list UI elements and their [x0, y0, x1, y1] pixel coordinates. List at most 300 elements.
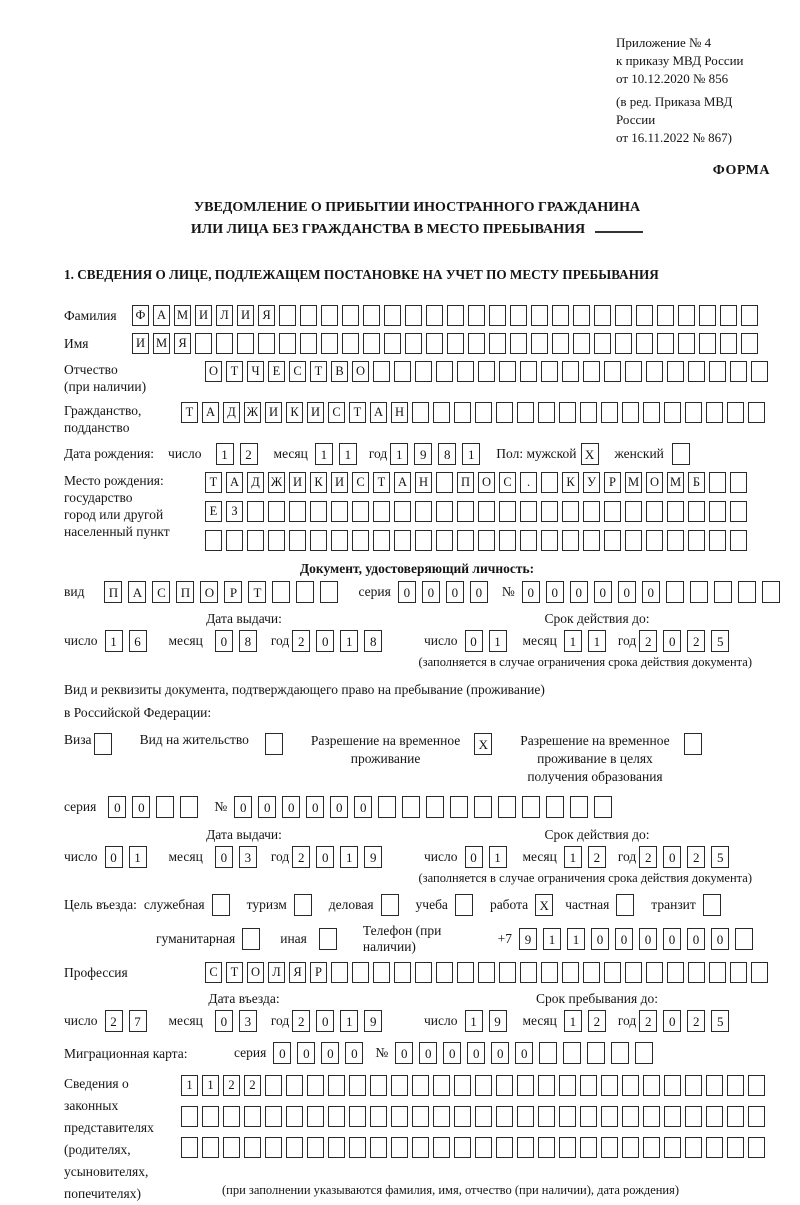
- char-cell[interactable]: X: [474, 733, 492, 755]
- char-cell[interactable]: [328, 1075, 345, 1096]
- char-cell[interactable]: 8: [438, 443, 456, 465]
- char-cell[interactable]: 5: [711, 846, 729, 868]
- char-cell[interactable]: [601, 402, 618, 423]
- char-cell[interactable]: [457, 361, 474, 382]
- char-cell[interactable]: 1: [489, 630, 507, 652]
- char-cell[interactable]: [499, 530, 516, 551]
- char-cell[interactable]: А: [226, 472, 243, 493]
- char-cell[interactable]: [321, 305, 338, 326]
- char-cell[interactable]: [426, 796, 444, 818]
- char-cell[interactable]: К: [286, 402, 303, 423]
- char-cell[interactable]: М: [153, 333, 170, 354]
- char-cell[interactable]: [307, 1106, 324, 1127]
- char-cell[interactable]: [286, 1075, 303, 1096]
- char-cell[interactable]: Е: [205, 501, 222, 522]
- char-cell[interactable]: Л: [268, 962, 285, 983]
- char-cell[interactable]: Т: [373, 472, 390, 493]
- char-cell[interactable]: 3: [239, 846, 257, 868]
- char-cell[interactable]: [300, 333, 317, 354]
- char-cell[interactable]: [310, 530, 327, 551]
- char-cell[interactable]: Я: [258, 305, 275, 326]
- char-cell[interactable]: 2: [687, 630, 705, 652]
- char-cell[interactable]: [156, 796, 174, 818]
- char-cell[interactable]: С: [352, 472, 369, 493]
- char-cell[interactable]: [573, 305, 590, 326]
- char-cell[interactable]: [559, 402, 576, 423]
- char-cell[interactable]: Р: [224, 581, 242, 603]
- char-cell[interactable]: [237, 333, 254, 354]
- char-cell[interactable]: 8: [239, 630, 257, 652]
- char-cell[interactable]: [562, 361, 579, 382]
- char-cell[interactable]: [541, 530, 558, 551]
- char-cell[interactable]: [223, 1137, 240, 1158]
- char-cell[interactable]: [604, 962, 621, 983]
- char-cell[interactable]: [320, 581, 338, 603]
- char-cell[interactable]: 2: [292, 846, 310, 868]
- char-cell[interactable]: [748, 1075, 765, 1096]
- char-cell[interactable]: [475, 1075, 492, 1096]
- char-cell[interactable]: [352, 530, 369, 551]
- char-cell[interactable]: [688, 530, 705, 551]
- char-cell[interactable]: [363, 333, 380, 354]
- char-cell[interactable]: 0: [639, 928, 657, 950]
- char-cell[interactable]: [520, 501, 537, 522]
- char-cell[interactable]: А: [153, 305, 170, 326]
- char-cell[interactable]: [685, 1075, 702, 1096]
- char-cell[interactable]: [580, 1075, 597, 1096]
- char-cell[interactable]: [664, 1106, 681, 1127]
- char-cell[interactable]: [678, 305, 695, 326]
- char-cell[interactable]: [202, 1137, 219, 1158]
- char-cell[interactable]: Н: [415, 472, 432, 493]
- char-cell[interactable]: [349, 1106, 366, 1127]
- char-cell[interactable]: 0: [395, 1042, 413, 1064]
- char-cell[interactable]: [457, 501, 474, 522]
- char-cell[interactable]: З: [226, 501, 243, 522]
- char-cell[interactable]: [468, 305, 485, 326]
- char-cell[interactable]: 0: [615, 928, 633, 950]
- char-cell[interactable]: [636, 305, 653, 326]
- char-cell[interactable]: [216, 333, 233, 354]
- char-cell[interactable]: 0: [105, 846, 123, 868]
- char-cell[interactable]: [510, 333, 527, 354]
- char-cell[interactable]: [244, 1106, 261, 1127]
- char-cell[interactable]: [342, 333, 359, 354]
- char-cell[interactable]: К: [562, 472, 579, 493]
- char-cell[interactable]: [664, 1137, 681, 1158]
- char-cell[interactable]: 0: [515, 1042, 533, 1064]
- char-cell[interactable]: О: [352, 361, 369, 382]
- char-cell[interactable]: 9: [364, 846, 382, 868]
- char-cell[interactable]: [541, 361, 558, 382]
- char-cell[interactable]: 1: [567, 928, 585, 950]
- char-cell[interactable]: [709, 530, 726, 551]
- char-cell[interactable]: Ч: [247, 361, 264, 382]
- char-cell[interactable]: 0: [316, 1010, 334, 1032]
- char-cell[interactable]: [455, 894, 473, 916]
- char-cell[interactable]: 0: [419, 1042, 437, 1064]
- char-cell[interactable]: П: [457, 472, 474, 493]
- char-cell[interactable]: 2: [639, 846, 657, 868]
- char-cell[interactable]: [601, 1106, 618, 1127]
- char-cell[interactable]: [583, 501, 600, 522]
- char-cell[interactable]: [601, 1137, 618, 1158]
- char-cell[interactable]: 0: [330, 796, 348, 818]
- char-cell[interactable]: [394, 501, 411, 522]
- char-cell[interactable]: [415, 501, 432, 522]
- char-cell[interactable]: [730, 530, 747, 551]
- char-cell[interactable]: 0: [663, 928, 681, 950]
- char-cell[interactable]: [457, 962, 474, 983]
- char-cell[interactable]: [706, 1106, 723, 1127]
- char-cell[interactable]: Ж: [268, 472, 285, 493]
- char-cell[interactable]: [615, 305, 632, 326]
- char-cell[interactable]: [205, 530, 222, 551]
- char-cell[interactable]: [539, 1042, 557, 1064]
- char-cell[interactable]: Р: [604, 472, 621, 493]
- char-cell[interactable]: 0: [570, 581, 588, 603]
- char-cell[interactable]: С: [152, 581, 170, 603]
- char-cell[interactable]: 1: [315, 443, 333, 465]
- char-cell[interactable]: [625, 501, 642, 522]
- char-cell[interactable]: 2: [105, 1010, 123, 1032]
- char-cell[interactable]: [730, 361, 747, 382]
- char-cell[interactable]: И: [265, 402, 282, 423]
- char-cell[interactable]: [580, 1106, 597, 1127]
- char-cell[interactable]: И: [132, 333, 149, 354]
- char-cell[interactable]: [748, 1137, 765, 1158]
- char-cell[interactable]: [643, 1137, 660, 1158]
- char-cell[interactable]: [520, 962, 537, 983]
- char-cell[interactable]: [573, 333, 590, 354]
- char-cell[interactable]: 2: [687, 1010, 705, 1032]
- char-cell[interactable]: [559, 1137, 576, 1158]
- char-cell[interactable]: 1: [181, 1075, 198, 1096]
- char-cell[interactable]: 3: [239, 1010, 257, 1032]
- char-cell[interactable]: [478, 361, 495, 382]
- char-cell[interactable]: 0: [467, 1042, 485, 1064]
- char-cell[interactable]: [496, 402, 513, 423]
- char-cell[interactable]: Т: [226, 962, 243, 983]
- char-cell[interactable]: П: [176, 581, 194, 603]
- char-cell[interactable]: [510, 305, 527, 326]
- char-cell[interactable]: 2: [687, 846, 705, 868]
- char-cell[interactable]: [735, 928, 753, 950]
- char-cell[interactable]: 0: [642, 581, 660, 603]
- char-cell[interactable]: 0: [663, 1010, 681, 1032]
- char-cell[interactable]: [242, 928, 260, 950]
- char-cell[interactable]: [699, 305, 716, 326]
- char-cell[interactable]: [402, 796, 420, 818]
- char-cell[interactable]: [415, 361, 432, 382]
- char-cell[interactable]: [180, 796, 198, 818]
- char-cell[interactable]: [604, 361, 621, 382]
- char-cell[interactable]: Д: [247, 472, 264, 493]
- char-cell[interactable]: 0: [215, 1010, 233, 1032]
- char-cell[interactable]: И: [331, 472, 348, 493]
- char-cell[interactable]: П: [104, 581, 122, 603]
- char-cell[interactable]: [646, 501, 663, 522]
- char-cell[interactable]: [363, 305, 380, 326]
- char-cell[interactable]: [685, 1137, 702, 1158]
- char-cell[interactable]: [538, 1106, 555, 1127]
- char-cell[interactable]: [433, 402, 450, 423]
- char-cell[interactable]: [265, 733, 283, 755]
- char-cell[interactable]: [751, 361, 768, 382]
- char-cell[interactable]: [685, 1106, 702, 1127]
- char-cell[interactable]: М: [667, 472, 684, 493]
- char-cell[interactable]: [622, 402, 639, 423]
- char-cell[interactable]: Я: [174, 333, 191, 354]
- char-cell[interactable]: 2: [588, 1010, 606, 1032]
- char-cell[interactable]: И: [237, 305, 254, 326]
- char-cell[interactable]: [415, 962, 432, 983]
- char-cell[interactable]: [436, 501, 453, 522]
- char-cell[interactable]: 0: [282, 796, 300, 818]
- char-cell[interactable]: Д: [223, 402, 240, 423]
- char-cell[interactable]: [384, 333, 401, 354]
- char-cell[interactable]: [286, 1137, 303, 1158]
- char-cell[interactable]: [436, 962, 453, 983]
- char-cell[interactable]: [688, 361, 705, 382]
- char-cell[interactable]: [289, 501, 306, 522]
- char-cell[interactable]: [265, 1106, 282, 1127]
- char-cell[interactable]: [433, 1075, 450, 1096]
- char-cell[interactable]: [625, 530, 642, 551]
- char-cell[interactable]: 1: [129, 846, 147, 868]
- char-cell[interactable]: [384, 305, 401, 326]
- char-cell[interactable]: [622, 1137, 639, 1158]
- char-cell[interactable]: [412, 1075, 429, 1096]
- char-cell[interactable]: 0: [297, 1042, 315, 1064]
- char-cell[interactable]: 9: [364, 1010, 382, 1032]
- char-cell[interactable]: [296, 581, 314, 603]
- char-cell[interactable]: [709, 361, 726, 382]
- char-cell[interactable]: [688, 962, 705, 983]
- char-cell[interactable]: [646, 962, 663, 983]
- char-cell[interactable]: [307, 1075, 324, 1096]
- char-cell[interactable]: [667, 530, 684, 551]
- char-cell[interactable]: [391, 1075, 408, 1096]
- char-cell[interactable]: [226, 530, 243, 551]
- char-cell[interactable]: [475, 402, 492, 423]
- char-cell[interactable]: [223, 1106, 240, 1127]
- char-cell[interactable]: [331, 530, 348, 551]
- char-cell[interactable]: [447, 333, 464, 354]
- char-cell[interactable]: [268, 501, 285, 522]
- char-cell[interactable]: [714, 581, 732, 603]
- char-cell[interactable]: 1: [105, 630, 123, 652]
- char-cell[interactable]: [748, 402, 765, 423]
- char-cell[interactable]: Т: [349, 402, 366, 423]
- char-cell[interactable]: 2: [292, 1010, 310, 1032]
- char-cell[interactable]: [489, 333, 506, 354]
- char-cell[interactable]: О: [200, 581, 218, 603]
- char-cell[interactable]: 0: [443, 1042, 461, 1064]
- char-cell[interactable]: 0: [306, 796, 324, 818]
- char-cell[interactable]: [499, 361, 516, 382]
- char-cell[interactable]: [489, 305, 506, 326]
- char-cell[interactable]: 9: [519, 928, 537, 950]
- char-cell[interactable]: [636, 333, 653, 354]
- char-cell[interactable]: 0: [108, 796, 126, 818]
- char-cell[interactable]: [727, 402, 744, 423]
- char-cell[interactable]: [447, 305, 464, 326]
- char-cell[interactable]: [604, 530, 621, 551]
- char-cell[interactable]: [552, 305, 569, 326]
- char-cell[interactable]: X: [535, 894, 553, 916]
- char-cell[interactable]: 1: [340, 630, 358, 652]
- char-cell[interactable]: 1: [340, 846, 358, 868]
- char-cell[interactable]: 9: [489, 1010, 507, 1032]
- char-cell[interactable]: [622, 1106, 639, 1127]
- char-cell[interactable]: [531, 333, 548, 354]
- char-cell[interactable]: [352, 501, 369, 522]
- char-cell[interactable]: [562, 962, 579, 983]
- char-cell[interactable]: 1: [543, 928, 561, 950]
- char-cell[interactable]: 0: [258, 796, 276, 818]
- char-cell[interactable]: [706, 402, 723, 423]
- char-cell[interactable]: 0: [398, 581, 416, 603]
- char-cell[interactable]: [468, 333, 485, 354]
- char-cell[interactable]: [583, 530, 600, 551]
- char-cell[interactable]: 2: [240, 443, 258, 465]
- char-cell[interactable]: 1: [489, 846, 507, 868]
- char-cell[interactable]: 1: [339, 443, 357, 465]
- char-cell[interactable]: [247, 501, 264, 522]
- char-cell[interactable]: [244, 1137, 261, 1158]
- char-cell[interactable]: [625, 962, 642, 983]
- char-cell[interactable]: [583, 361, 600, 382]
- char-cell[interactable]: [611, 1042, 629, 1064]
- char-cell[interactable]: [433, 1137, 450, 1158]
- char-cell[interactable]: М: [625, 472, 642, 493]
- char-cell[interactable]: Н: [391, 402, 408, 423]
- char-cell[interactable]: С: [328, 402, 345, 423]
- char-cell[interactable]: [370, 1106, 387, 1127]
- char-cell[interactable]: А: [202, 402, 219, 423]
- char-cell[interactable]: [331, 501, 348, 522]
- char-cell[interactable]: [562, 530, 579, 551]
- char-cell[interactable]: [475, 1137, 492, 1158]
- char-cell[interactable]: 0: [546, 581, 564, 603]
- char-cell[interactable]: [436, 530, 453, 551]
- char-cell[interactable]: [706, 1137, 723, 1158]
- char-cell[interactable]: [559, 1106, 576, 1127]
- char-cell[interactable]: [412, 1106, 429, 1127]
- char-cell[interactable]: А: [394, 472, 411, 493]
- char-cell[interactable]: [664, 402, 681, 423]
- char-cell[interactable]: [286, 1106, 303, 1127]
- char-cell[interactable]: [433, 1106, 450, 1127]
- char-cell[interactable]: [370, 1137, 387, 1158]
- char-cell[interactable]: 0: [470, 581, 488, 603]
- char-cell[interactable]: [517, 1106, 534, 1127]
- char-cell[interactable]: [307, 1137, 324, 1158]
- char-cell[interactable]: [646, 530, 663, 551]
- char-cell[interactable]: 0: [354, 796, 372, 818]
- char-cell[interactable]: С: [499, 472, 516, 493]
- char-cell[interactable]: [520, 361, 537, 382]
- char-cell[interactable]: [412, 402, 429, 423]
- char-cell[interactable]: [601, 1075, 618, 1096]
- char-cell[interactable]: [730, 501, 747, 522]
- char-cell[interactable]: [594, 333, 611, 354]
- char-cell[interactable]: [268, 530, 285, 551]
- char-cell[interactable]: [436, 361, 453, 382]
- char-cell[interactable]: [643, 1106, 660, 1127]
- char-cell[interactable]: [378, 796, 396, 818]
- char-cell[interactable]: [94, 733, 112, 755]
- char-cell[interactable]: [643, 1075, 660, 1096]
- char-cell[interactable]: [738, 581, 756, 603]
- char-cell[interactable]: 0: [215, 630, 233, 652]
- char-cell[interactable]: 1: [564, 1010, 582, 1032]
- char-cell[interactable]: Т: [310, 361, 327, 382]
- char-cell[interactable]: [583, 962, 600, 983]
- char-cell[interactable]: 0: [687, 928, 705, 950]
- char-cell[interactable]: [373, 530, 390, 551]
- char-cell[interactable]: [688, 501, 705, 522]
- char-cell[interactable]: Ж: [244, 402, 261, 423]
- char-cell[interactable]: [625, 361, 642, 382]
- char-cell[interactable]: [496, 1137, 513, 1158]
- char-cell[interactable]: 1: [462, 443, 480, 465]
- char-cell[interactable]: 0: [663, 630, 681, 652]
- char-cell[interactable]: 0: [663, 846, 681, 868]
- char-cell[interactable]: 0: [273, 1042, 291, 1064]
- char-cell[interactable]: [474, 796, 492, 818]
- char-cell[interactable]: [454, 402, 471, 423]
- char-cell[interactable]: [720, 333, 737, 354]
- char-cell[interactable]: 0: [321, 1042, 339, 1064]
- char-cell[interactable]: [436, 472, 453, 493]
- char-cell[interactable]: [520, 530, 537, 551]
- char-cell[interactable]: О: [205, 361, 222, 382]
- char-cell[interactable]: [730, 962, 747, 983]
- char-cell[interactable]: [635, 1042, 653, 1064]
- char-cell[interactable]: [394, 530, 411, 551]
- char-cell[interactable]: [748, 1106, 765, 1127]
- char-cell[interactable]: Т: [181, 402, 198, 423]
- char-cell[interactable]: [349, 1137, 366, 1158]
- char-cell[interactable]: [310, 501, 327, 522]
- char-cell[interactable]: [202, 1106, 219, 1127]
- char-cell[interactable]: [684, 733, 702, 755]
- char-cell[interactable]: [499, 501, 516, 522]
- char-cell[interactable]: [727, 1106, 744, 1127]
- char-cell[interactable]: [352, 962, 369, 983]
- char-cell[interactable]: [720, 305, 737, 326]
- char-cell[interactable]: 1: [202, 1075, 219, 1096]
- char-cell[interactable]: 0: [234, 796, 252, 818]
- char-cell[interactable]: [594, 796, 612, 818]
- char-cell[interactable]: 1: [564, 846, 582, 868]
- char-cell[interactable]: [762, 581, 780, 603]
- char-cell[interactable]: И: [307, 402, 324, 423]
- char-cell[interactable]: [657, 305, 674, 326]
- char-cell[interactable]: [391, 1137, 408, 1158]
- char-cell[interactable]: [475, 1106, 492, 1127]
- char-cell[interactable]: .: [520, 472, 537, 493]
- char-cell[interactable]: [373, 962, 390, 983]
- char-cell[interactable]: [272, 581, 290, 603]
- char-cell[interactable]: [667, 501, 684, 522]
- char-cell[interactable]: [247, 530, 264, 551]
- char-cell[interactable]: [405, 305, 422, 326]
- char-cell[interactable]: [730, 472, 747, 493]
- char-cell[interactable]: Я: [289, 962, 306, 983]
